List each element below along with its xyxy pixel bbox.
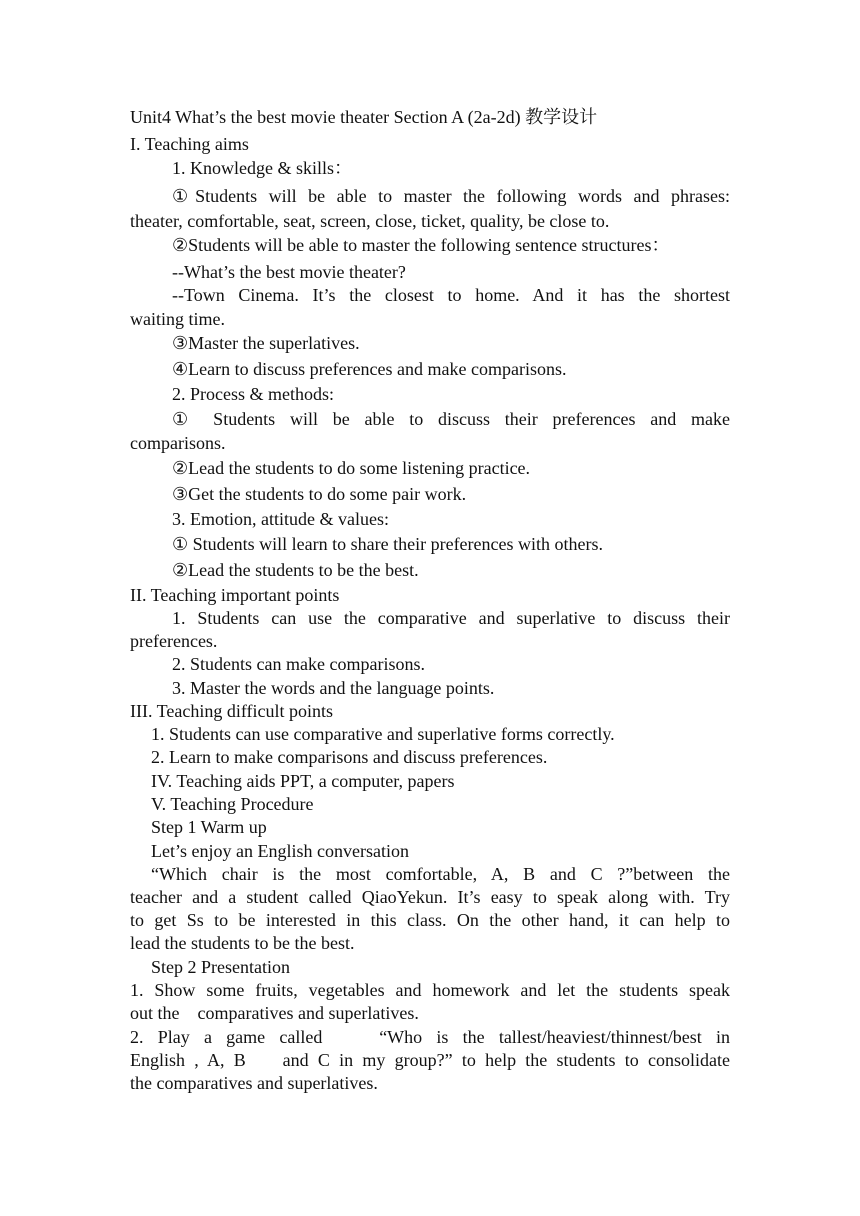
paragraph-line: 2. Learn to make comparisons and discuss preferences. bbox=[151, 747, 548, 767]
paragraph-line: the comparatives and superlatives. bbox=[130, 1073, 378, 1093]
paragraph-line: preferences. bbox=[130, 631, 218, 651]
paragraph-line: to get Ss to be interested in this class. On the other hand, it can help to bbox=[130, 910, 730, 930]
paragraph-line: ③Get the students to do some pair work. bbox=[172, 484, 467, 504]
paragraph-line: waiting time. bbox=[130, 309, 225, 329]
paragraph-line: 2. Students can make comparisons. bbox=[172, 654, 425, 674]
paragraph-line: 3. Master the words and the language points. bbox=[172, 678, 495, 698]
paragraph-line: out the comparatives and superlatives. bbox=[130, 1003, 419, 1023]
subheading-knowledge: 1. Knowledge & skills： bbox=[172, 158, 352, 178]
section-heading-aims: I. Teaching aims bbox=[130, 134, 249, 154]
document-title: Unit4 What’s the best movie theater Section A (2a-2d) 教学设计 bbox=[130, 107, 598, 127]
paragraph-line: lead the students to be the best. bbox=[130, 933, 355, 953]
subheading-emotion: 3. Emotion, attitude & values: bbox=[172, 509, 389, 529]
paragraph-line: ②Students will be able to master the following sentence structures： bbox=[172, 235, 670, 255]
paragraph-line: English , A, B and C in my group?” to help the students to consolidate bbox=[130, 1050, 730, 1070]
paragraph-line: --Town Cinema. It’s the closest to home. And it has the shortest bbox=[172, 285, 730, 305]
paragraph-line: comparisons. bbox=[130, 433, 226, 453]
paragraph-line: “Which chair is the most comfortable, A, B and C ?”between the bbox=[151, 864, 730, 884]
paragraph-line: ②Lead the students to do some listening practice. bbox=[172, 458, 531, 478]
section-heading-difficult: III. Teaching difficult points bbox=[130, 701, 334, 721]
paragraph-line: teacher and a student called QiaoYekun. It’s easy to speak along with. Try bbox=[130, 887, 730, 907]
paragraph-line: ②Lead the students to be the best. bbox=[172, 560, 419, 580]
paragraph-line: ④Learn to discuss preferences and make comparisons. bbox=[172, 359, 567, 379]
section-heading-procedure: V. Teaching Procedure bbox=[151, 794, 314, 814]
paragraph-line: ① Students will be able to discuss their preferences and make bbox=[172, 409, 730, 429]
section-heading-aids: IV. Teaching aids PPT, a computer, papers bbox=[151, 771, 455, 791]
paragraph-line: 1. Students can use the comparative and superlative to discuss their bbox=[172, 608, 730, 628]
paragraph-line: theater, comfortable, seat, screen, close, ticket, quality, be close to. bbox=[130, 211, 610, 231]
paragraph-line: 1. Students can use comparative and superlative forms correctly. bbox=[151, 724, 615, 744]
paragraph-line: ①Students will be able to master the following words and phrases: bbox=[172, 186, 730, 206]
paragraph-line: 2. Play a game called “Who is the tallest/heaviest/thinnest/best in bbox=[130, 1027, 730, 1047]
paragraph-line: Let’s enjoy an English conversation bbox=[151, 841, 409, 861]
subheading-process: 2. Process & methods: bbox=[172, 384, 334, 404]
paragraph-line: ① Students will learn to share their preferences with others. bbox=[172, 534, 604, 554]
paragraph-line: --What’s the best movie theater? bbox=[172, 262, 406, 282]
step-heading: Step 1 Warm up bbox=[151, 817, 267, 837]
section-heading-important: II. Teaching important points bbox=[130, 585, 340, 605]
paragraph-line: 1. Show some fruits, vegetables and homework and let the students speak bbox=[130, 980, 730, 1000]
paragraph-line: ③Master the superlatives. bbox=[172, 333, 360, 353]
step-heading: Step 2 Presentation bbox=[151, 957, 290, 977]
